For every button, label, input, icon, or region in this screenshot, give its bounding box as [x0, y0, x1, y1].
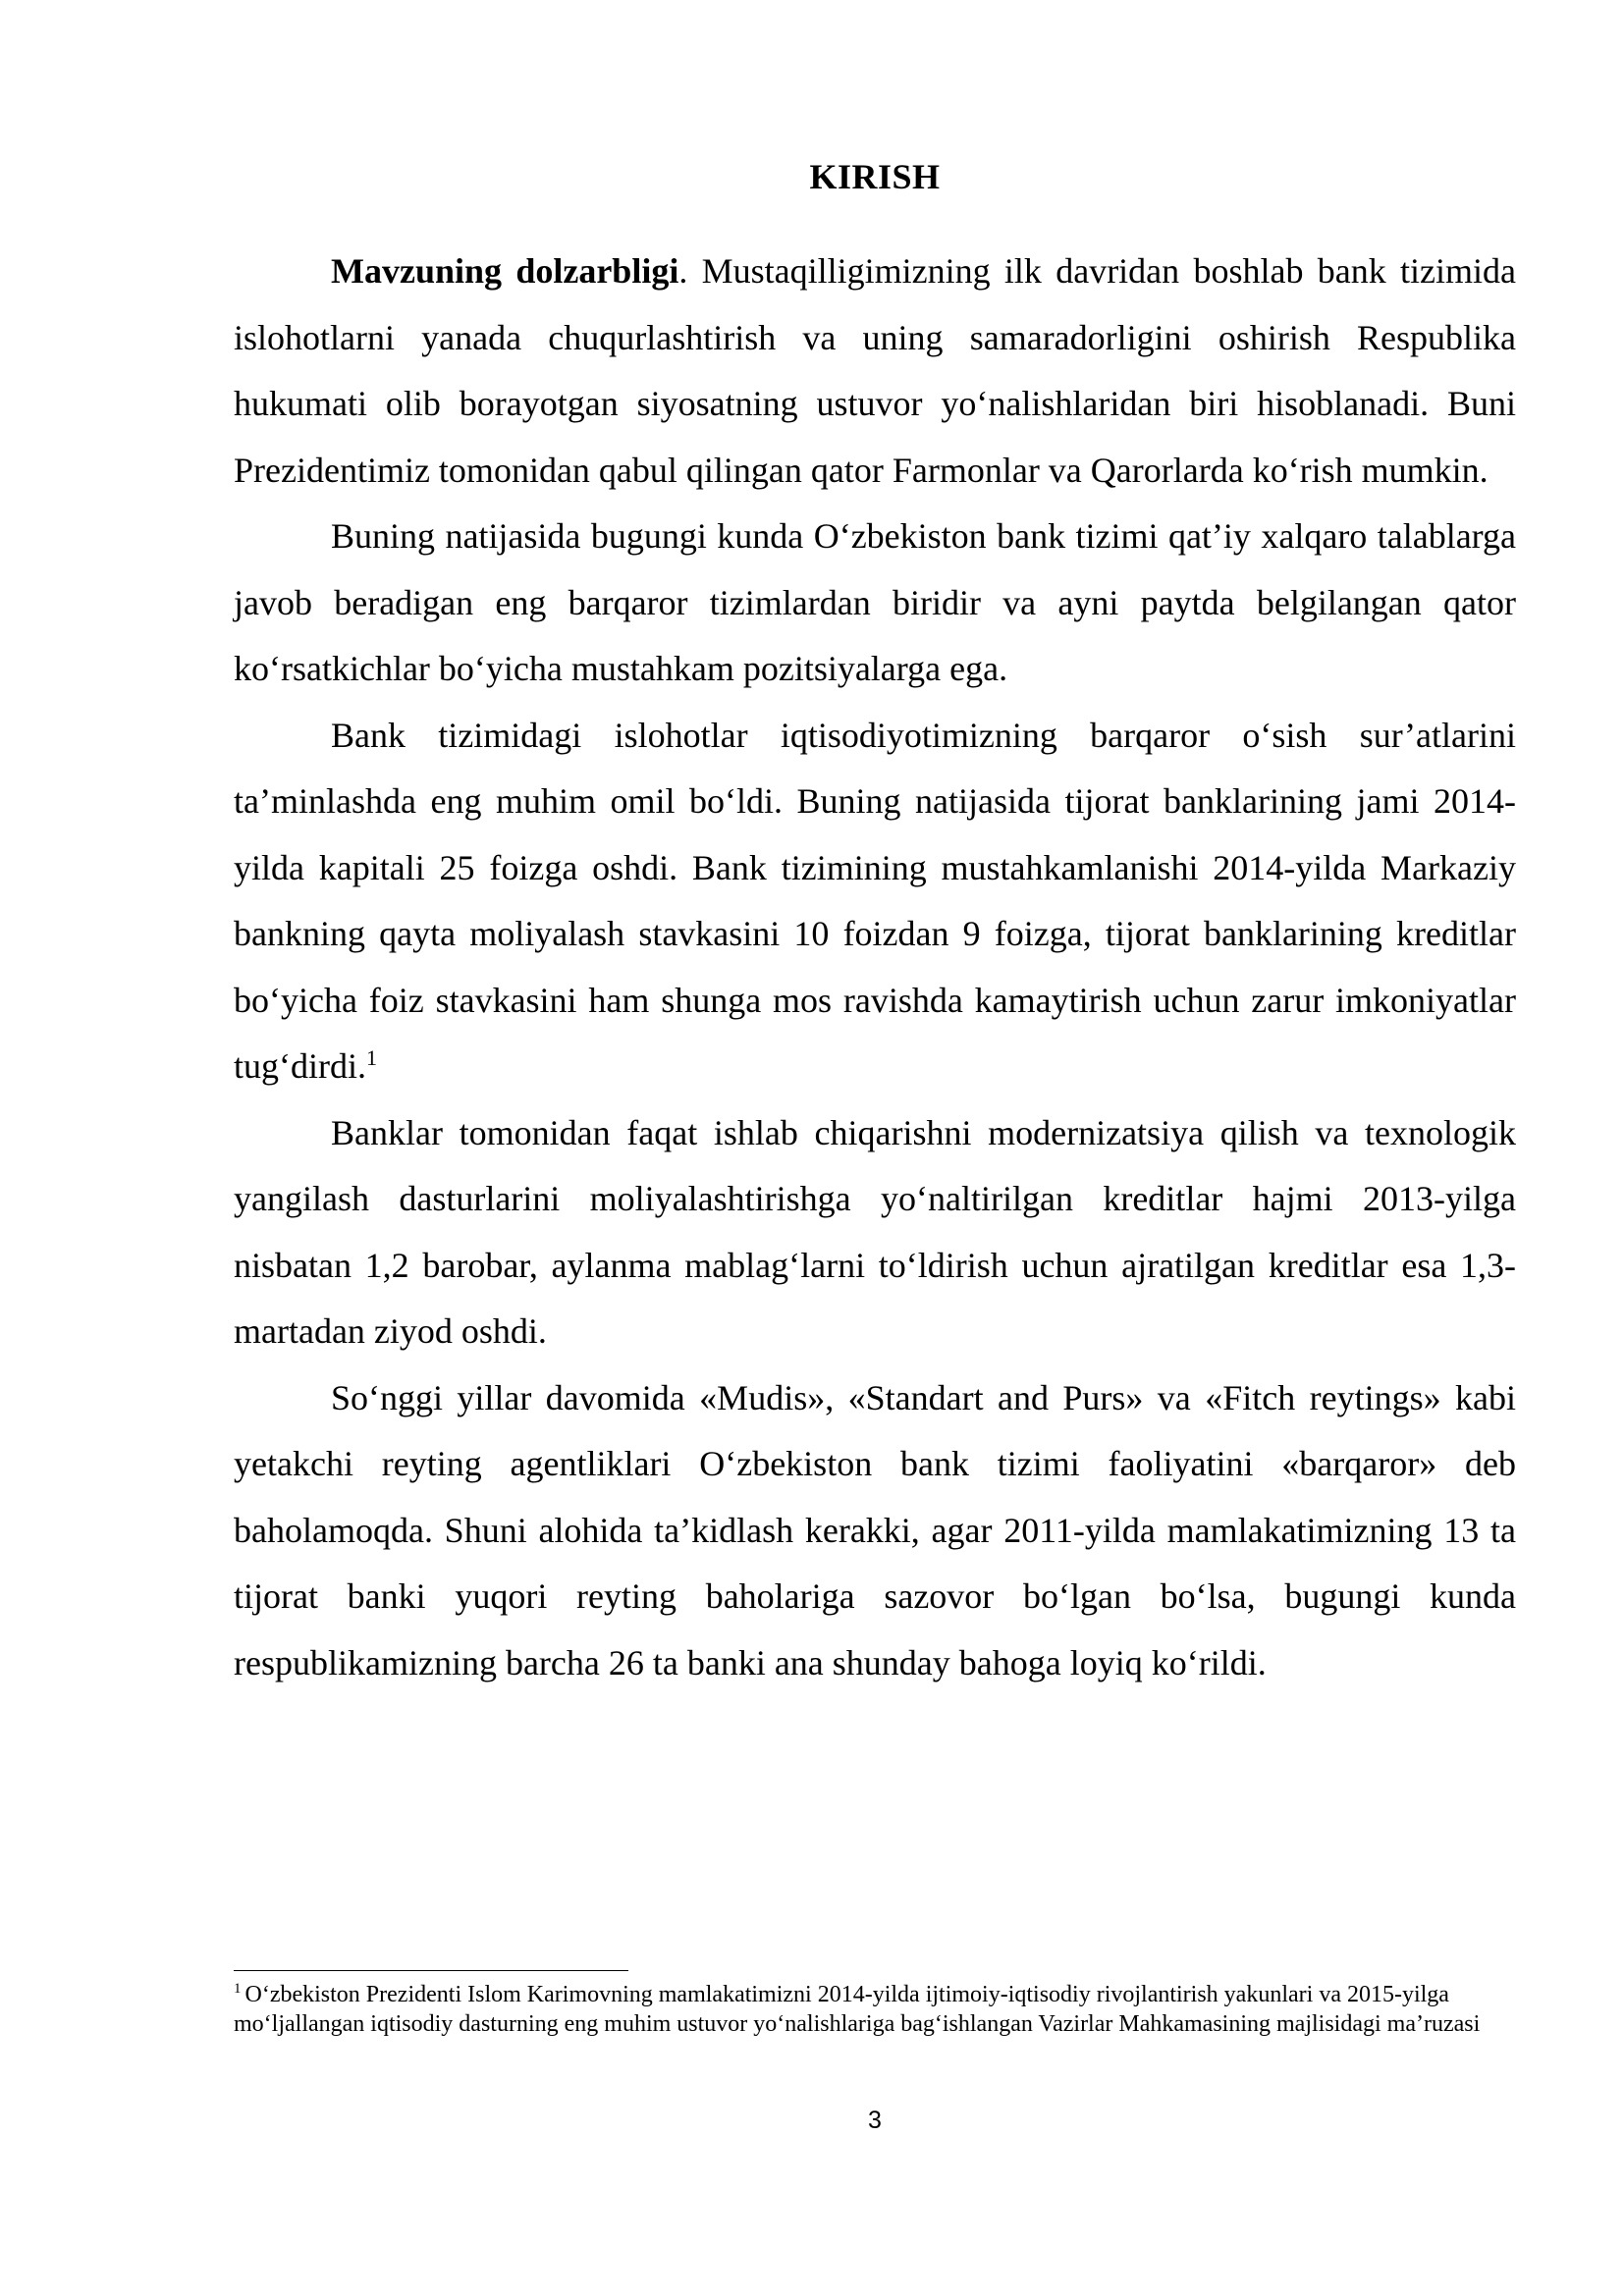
page-number: 3: [868, 2107, 882, 2134]
body-text: [234, 239, 1516, 1696]
paragraph-text: . Mustaqilligimizning ilk davridan boshlab bank tizimida islohotlarni yanada chuqurlashtirish va uning samaradorligini oshirish Respublika hukumati olib borayotgan siyosatning ustuvor yo‘nalishlaridan biri hisoblanadi. Buni Prezidentimiz tomonidan qabul qilingan qator Farmonlar va Qarorlarda ko‘rish mumkin.: [234, 251, 1516, 490]
footnote-mark: 1: [234, 1981, 242, 1997]
section-heading: KIRISH: [809, 157, 941, 196]
paragraph-relevance: [234, 239, 1516, 504]
paragraph: [234, 1365, 1516, 1697]
footnote-separator: [234, 1970, 628, 1971]
paragraph: [234, 703, 1516, 1100]
paragraph-text: Banklar tomonidan faqat ishlab chiqarishni modernizatsiya qilish va texnologik yangilash dasturlarini moliyalashtirishga yo‘naltirilgan kreditlar hajmi 2013-yilga nisbatan 1,2 barobar, aylanma mablag‘larni to‘ldirish uchun ajratilgan kreditlar esa 1,3-martadan ziyod oshdi.: [234, 1112, 1516, 1351]
paragraph-text: Bank tizimidagi islohotlar iqtisodiyotimizning barqaror o‘sish sur’atlarini ta’minlashda eng muhim omil bo‘ldi. Buning natijasida tijorat banklarining jami 2014-yilda kapitali 25 foizga oshdi. Bank tizimining mustahkamlanishi 2014-yilda Markaziy bankning qayta moliyalash stavkasini 10 foizdan 9 foizga, tijorat banklarining kreditlar bo‘yicha foiz stavkasini ham shunga mos ravishda kamaytirish uchun zarur imkoniyatlar tug‘dirdi.: [234, 715, 1516, 1086]
paragraph: [234, 1100, 1516, 1365]
footnote-text: O‘zbekiston Prezidenti Islom Karimovning mamlakatimizni 2014-yilda ijtimoiy-iqtisodiy rivojlantirish yakunlari va 2015-yilga mo‘ljallangan iqtisodiy dasturning eng muhim ustuvor yo‘nalishlariga bag‘ishlangan Vazirlar Mahkamasining majlisidagi ma’ruzasi: [234, 1982, 1481, 2037]
paragraph-text: So‘nggi yillar davomida «Mudis», «Standart and Purs» va «Fitch reytings» kabi yetakchi reyting agentliklari O‘zbekiston bank tizimi faoliyatini «barqaror» deb baholamoqda. Shuni alohida ta’kidlash kerakki, agar 2011-yilda mamlakatimizning 13 ta tijorat banki yuqori reyting baholariga sazovor bo‘lgan bo‘lsa, bugungi kunda respublikamizning barcha 26 ta banki ana shunday bahoga loyiq ko‘rildi.: [234, 1377, 1516, 1682]
paragraph-text: Buning natijasida bugungi kunda O‘zbekiston bank tizimi qat’iy xalqaro talablarga javob beradigan eng barqaror tizimlardan biridir va ayni paytda belgilangan qator ko‘rsatkichlar bo‘yicha mustahkam pozitsiyalarga ega.: [234, 516, 1516, 688]
paragraph: [234, 504, 1516, 703]
footnote-reference[interactable]: 1: [365, 1045, 377, 1070]
paragraph-lead: Mavzuning dolzarbligi: [331, 251, 679, 291]
footnote: [234, 1981, 1516, 2039]
